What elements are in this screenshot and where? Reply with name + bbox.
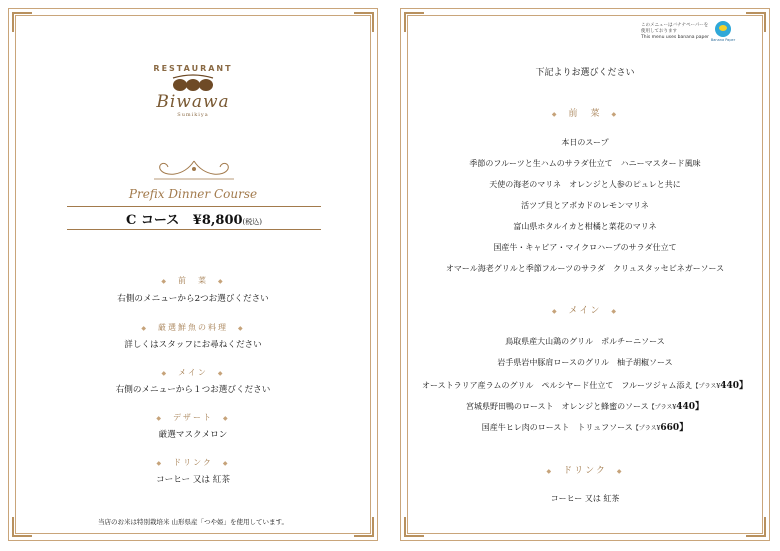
course-name: C コース — [125, 213, 180, 228]
corner-ornament — [746, 517, 766, 537]
section-heading-drink: ◆ ドリンク ◆ — [156, 458, 230, 467]
surcharge-label: 【プラス¥ — [648, 404, 677, 411]
main-item: オーストラリア産ラムのグリル ペルシヤード仕立て フルーツジャム添え【プラス¥440】 — [422, 381, 748, 391]
starter-item: 本日のスープ — [561, 138, 609, 147]
starter-item: 季節のフルーツと生ハムのサラダ仕立て ハニーマスタード風味 — [469, 159, 701, 168]
drink-heading: ◆ ドリンク ◆ — [546, 466, 624, 476]
banana-paper-logo-icon — [715, 21, 731, 37]
corner-ornament — [746, 12, 766, 32]
starter-item: オマール海老グリルと季節フルーツのサラダ クリュスタッセビネガーソース — [445, 264, 725, 273]
surcharge-price: 440】 — [676, 402, 705, 412]
section-text-drink: コーヒー 又は 紅茶 — [156, 475, 230, 485]
main-item: 宮城県野田鴨のロースト オレンジと蜂蜜のソース【プラス¥440】 — [465, 402, 705, 412]
section-heading-dessert: ◆ デザート ◆ — [156, 413, 230, 422]
logo-fruit-icon — [163, 74, 223, 92]
main-item: 岩手県岩中豚肩ロースのグリル 柚子胡椒ソース — [497, 358, 673, 367]
starter-item: 国産牛・キャビア・マイクロハーブのサラダ仕立て — [493, 243, 677, 252]
course-title-box — [67, 206, 321, 230]
section-text-main: 右側のメニューから１つお選びください — [115, 385, 271, 395]
logo-name: Biwawa — [156, 92, 230, 112]
corner-ornament — [12, 12, 32, 32]
mains-heading: ◆ メイン ◆ — [551, 306, 619, 316]
banana-logo-caption: Banana Paper — [710, 38, 736, 42]
right-menu-page — [400, 8, 770, 541]
main-item: 国産牛ヒレ肉のロースト トリュフソース【プラス¥660】 — [481, 423, 689, 433]
starters-heading: ◆ 前 菜 ◆ — [551, 109, 619, 119]
starter-item: 富山県ホタルイカと柑橘と菜花のマリネ — [513, 222, 657, 231]
rice-footnote: 当店のお米は特別栽培米 山形県産「つや姫」を使用しています。 — [97, 518, 289, 526]
corner-ornament — [354, 12, 374, 32]
section-text-starters: 右側のメニューから2つお選びください — [117, 294, 269, 304]
course-price: ¥8,800 — [192, 213, 243, 228]
surcharge-price: 660】 — [660, 423, 689, 433]
main-item: 鳥取県産大山鶏のグリル ポルチーニソース — [505, 337, 665, 346]
logo-subtitle: Sumikiya — [177, 112, 209, 118]
intro-text: 下記よりお選びください — [535, 68, 635, 78]
left-menu-page — [8, 8, 378, 541]
prefix-title: Prefix Dinner Course — [128, 187, 258, 201]
section-heading-main: ◆ メイン ◆ — [161, 368, 225, 377]
banana-paper-note: このメニューはバナナペーパーを 使用しております This menu uses banana paper — [641, 23, 710, 40]
drink-item: コーヒー 又は 紅茶 — [550, 494, 620, 503]
corner-ornament — [404, 12, 424, 32]
starter-item: 活ツブ貝とアボカドのレモンマリネ — [521, 201, 649, 210]
course-tax: (税込) — [242, 218, 263, 226]
section-heading-fish: ◆ 厳選鮮魚の料理 ◆ — [141, 323, 245, 332]
course-line — [67, 209, 321, 228]
inner-border — [407, 15, 763, 534]
restaurant-logo — [9, 64, 377, 118]
starter-item: 天使の海老のマリネ オレンジと人参のピュレと共に — [489, 180, 681, 189]
section-text-fish: 詳しくはスタッフにお尋ねください — [124, 340, 262, 350]
section-heading-starters: ◆ 前 菜 ◆ — [161, 276, 225, 285]
logo-restaurant-text: RESTAURANT — [153, 64, 233, 73]
corner-ornament — [404, 517, 424, 537]
section-text-dessert: 厳選マスクメロン — [158, 430, 228, 440]
surcharge-price: 440】 — [720, 381, 748, 391]
surcharge-label: 【プラス¥ — [632, 425, 661, 432]
ornament-divider-icon — [154, 157, 234, 181]
surcharge-label: 【プラス¥ — [692, 383, 721, 390]
